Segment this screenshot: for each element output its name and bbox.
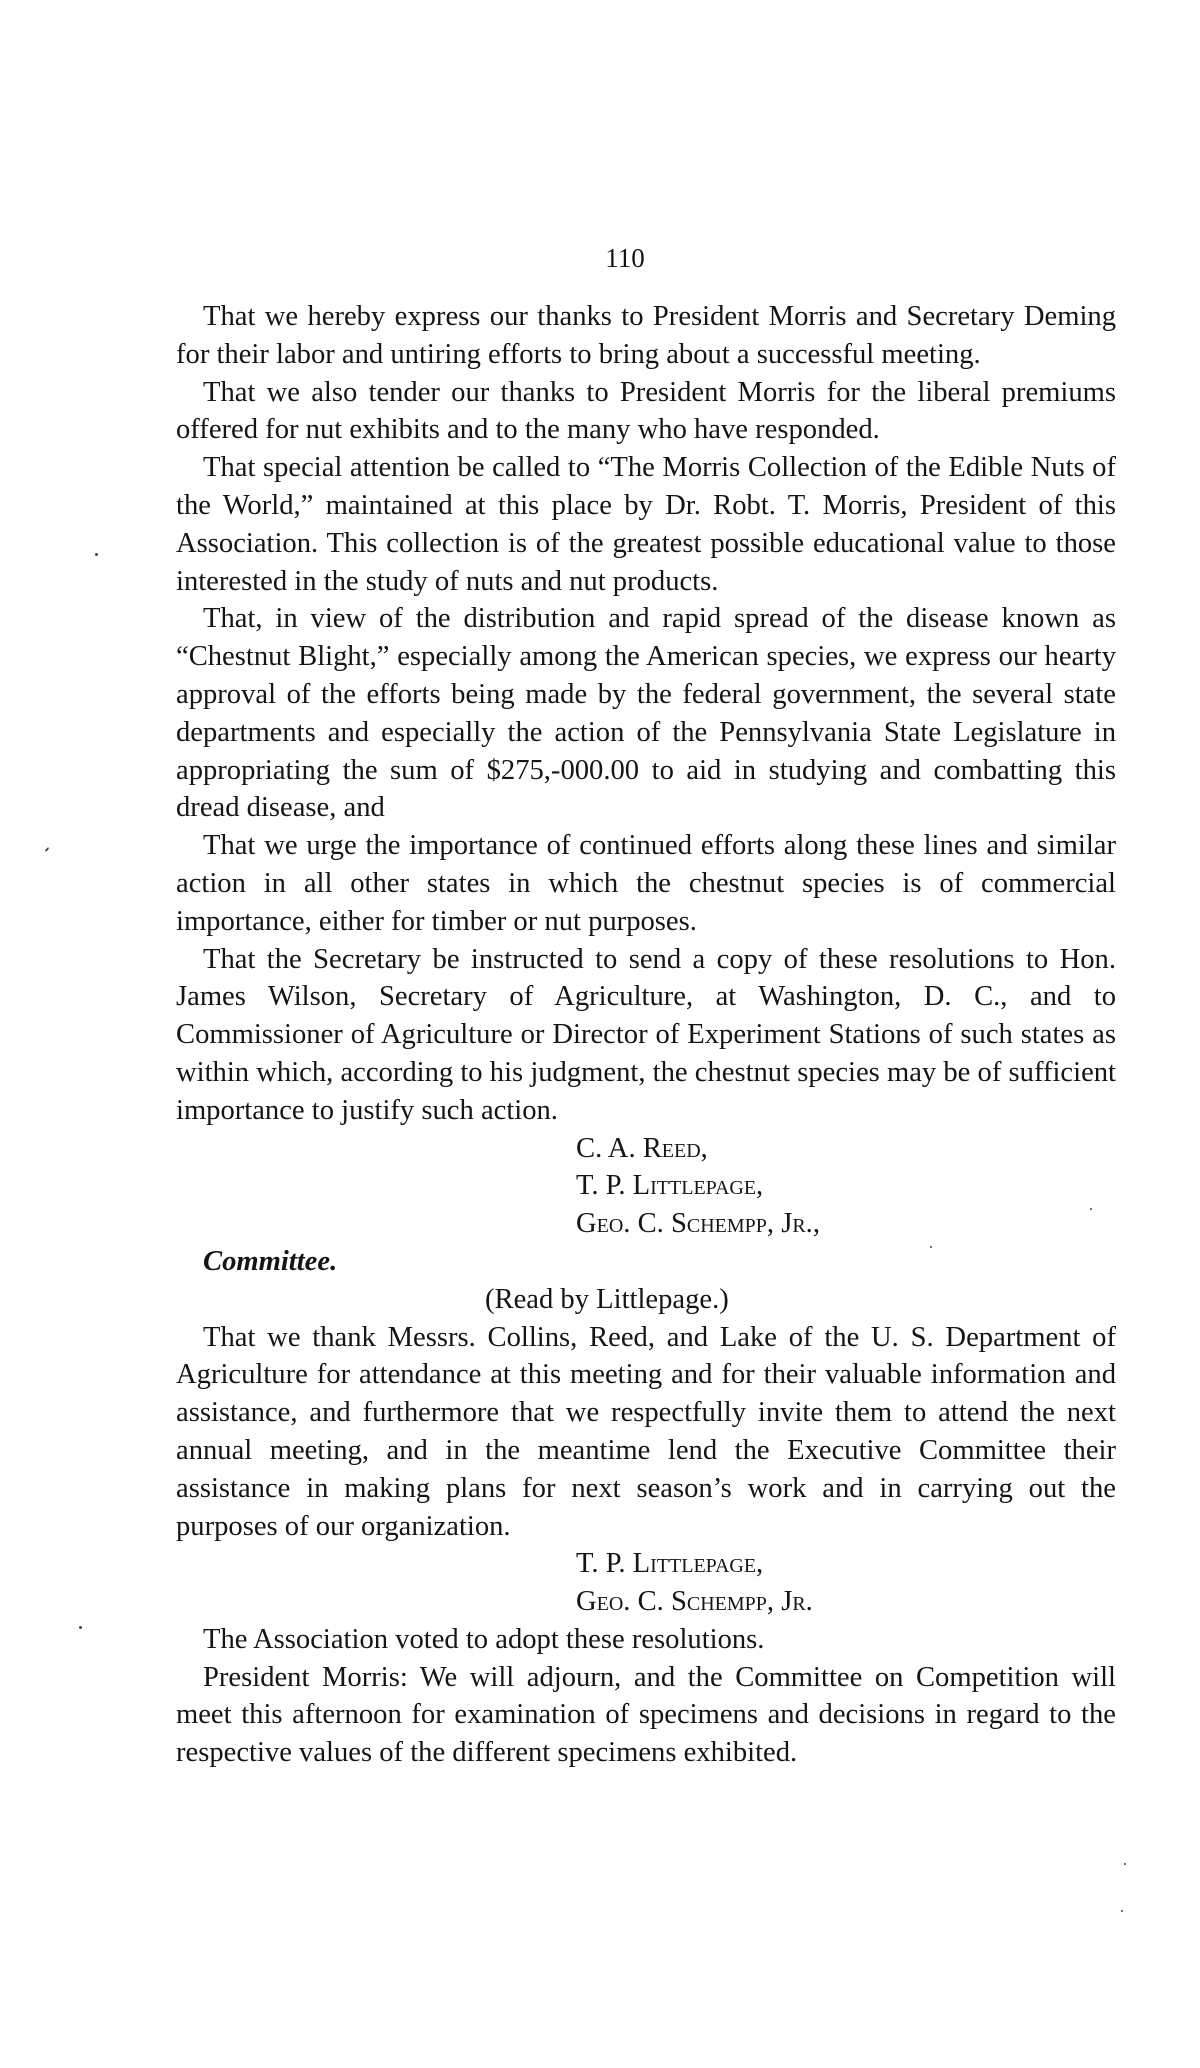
scan-speck [1090,1208,1092,1210]
scan-speck [1124,1863,1126,1865]
scan-speck [45,847,50,852]
scan-speck [79,1626,82,1629]
signature-schempp: Geo. C. Schempp, Jr., [576,1208,820,1240]
resolution-morris-collection: That special attention be called to “The Morris Collection of the Edible Nuts of the World,” maintained at this place by Dr. Robt. T. Morris, President of this Association. This collection is of the greatest possible educational value to those interested in the study of nuts and nut products. [176,452,1116,597]
committee-signature-block [549,1130,1116,1243]
resolution-thanks-premiums: That we also tender our thanks to President Morris for the liberal premiums offered for nut exhibits and to the many who have responded. [176,376,1116,446]
resolution-thanks-officers: That we hereby express our thanks to President Morris and Secretary Deming for their labor and untiring efforts to bring about a successful meeting. [176,301,1116,370]
signature-reed: C. A. Reed, [576,1132,708,1164]
scan-speck [930,1246,932,1248]
vote-paragraph: The Association voted to adopt these resolutions. [203,1623,765,1655]
signature-littlepage-2: T. P. Littlepage, [576,1548,764,1580]
page-body [176,298,1116,1772]
closing-paragraph: President Morris: We will adjourn, and the Committee on Competition will meet this afternoon for examination of specimens and decisions in regard to the respective values of the different specimens exhibited. [176,1661,1116,1769]
scan-speck [1121,1910,1123,1912]
committee-label: Committee. [203,1245,338,1277]
signature-schempp-2: Geo. C. Schempp, Jr. [576,1586,813,1618]
resolution-secretary-instruction: That the Secretary be instructed to send a copy of these resolutions to Hon. James Wilson, Secretary of Agriculture, at Washington, D. C., and to Commissioner of Agriculture or Director of Experiment Stations of such states as within which, according to his judgment, the chestnut species may be of sufficient importance to justify such action. [176,943,1116,1126]
page-number: 110 [605,243,645,273]
scan-speck [95,553,98,556]
read-note: (Read by Littlepage.) [485,1283,729,1315]
resolution-chestnut-blight: That, in view of the distribution and rapid spread of the disease known as “Chestnut Blight,” especially among the American species, we express our hearty approval of the efforts being made by the federal government, the several state departments and especially the action of the Pennsylvania State Legislature in appropriating the sum of $275,-000.00 to aid in studying and combatting this dread disease, and [176,603,1116,824]
signature-littlepage: T. P. Littlepage, [576,1170,764,1202]
thanks-signature-block [549,1545,1116,1621]
resolution-continued-efforts: That we urge the importance of continued efforts along these lines and similar action in all other states in which the chestnut species is of commercial importance, either for timber or nut purposes. [176,830,1116,937]
thanks-paragraph: That we thank Messrs. Collins, Reed, and Lake of the U. S. Department of Agriculture for attendance at this meeting and for their valuable information and assistance, and furthermore that we respectfully invite them to attend the next annual meeting, and in the meantime lend the Executive Committee their assistance in making plans for next season’s work and in carrying out the purposes of our organization. [176,1321,1116,1542]
